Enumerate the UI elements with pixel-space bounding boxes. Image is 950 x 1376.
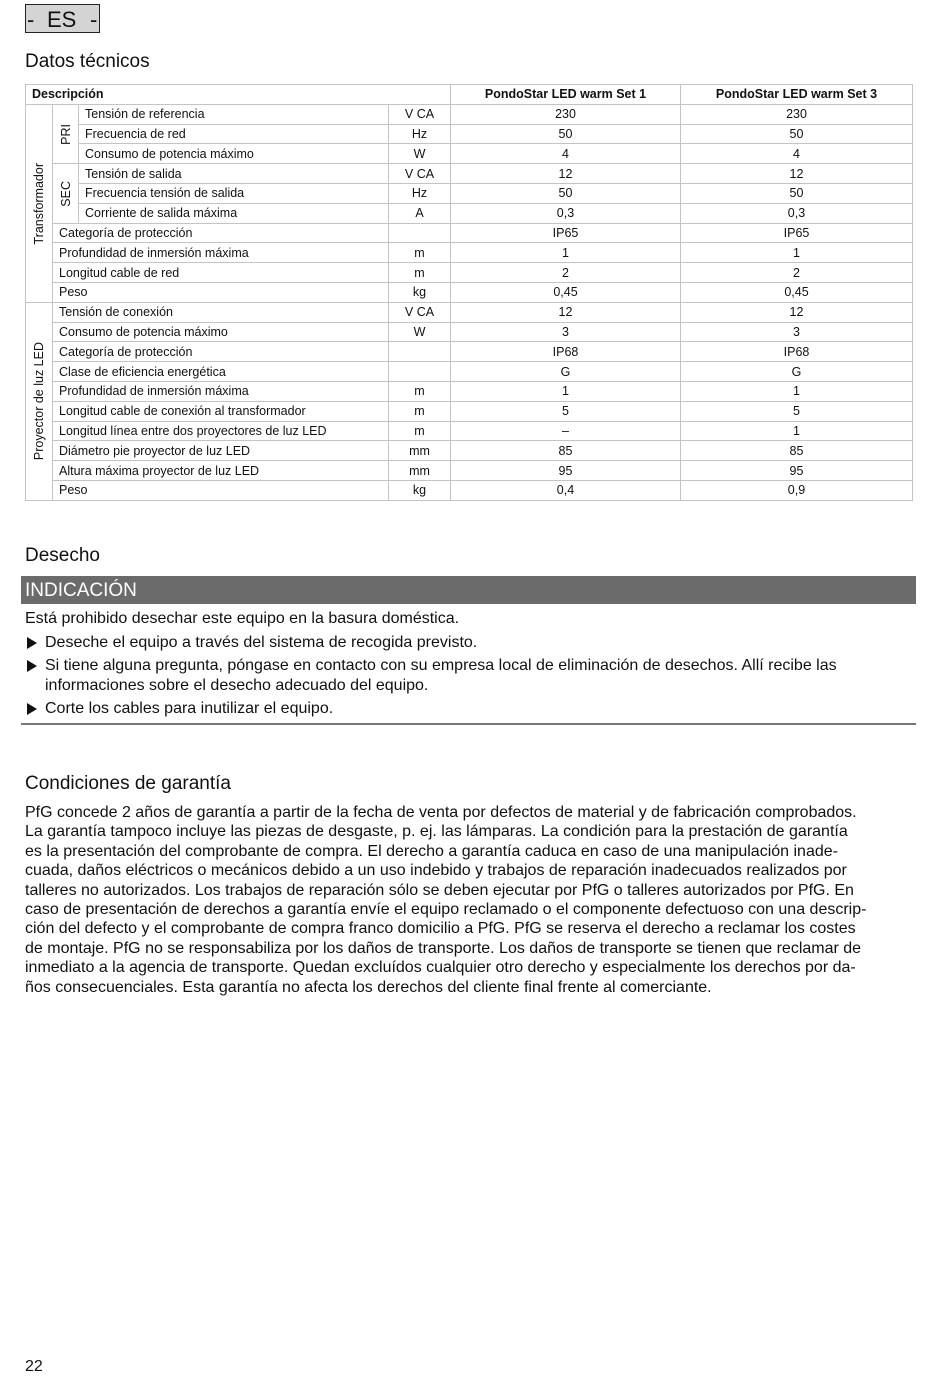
row-unit: m (389, 401, 451, 421)
row-unit: m (389, 263, 451, 283)
row-value-set1: 50 (451, 183, 681, 203)
row-value-set1: 1 (451, 243, 681, 263)
bullet-text: Si tiene alguna pregunta, póngase en contacto con su empresa local de eliminación de desechos. Allí recibe las informaciones sobre el desecho adecuado del equipo. (45, 657, 837, 694)
row-value-set1: G (451, 362, 681, 382)
row-label: Longitud línea entre dos proyectores de luz LED (53, 421, 389, 441)
table-row (26, 322, 913, 342)
bullet-triangle-icon (27, 637, 37, 649)
row-value-set1: 0,45 (451, 282, 681, 302)
row-value-set3: 12 (681, 302, 913, 322)
lang-label: ES (47, 7, 77, 32)
row-label: Corriente de salida máxima (79, 203, 389, 223)
row-value-set3: 50 (681, 124, 913, 144)
table-row (26, 263, 913, 283)
group-transformer-label: Transformador (32, 162, 46, 245)
subgroup-pri (53, 104, 79, 163)
row-value-set3: 1 (681, 243, 913, 263)
warranty-title: Condiciones de garantía (25, 773, 231, 794)
row-value-set1: 230 (451, 104, 681, 124)
row-label: Frecuencia tensión de salida (79, 183, 389, 203)
row-value-set1: 95 (451, 461, 681, 481)
group-transformer (26, 104, 53, 302)
row-unit: A (389, 203, 451, 223)
table-row (26, 104, 913, 124)
row-value-set1: 12 (451, 164, 681, 184)
table-header-row (26, 85, 913, 105)
list-item (27, 656, 895, 695)
row-unit: kg (389, 282, 451, 302)
table-row (26, 381, 913, 401)
table-row (26, 461, 913, 481)
disposal-title: Desecho (25, 545, 100, 566)
table-row (26, 223, 913, 243)
table-row (26, 144, 913, 164)
list-item (27, 633, 895, 653)
row-unit: mm (389, 441, 451, 461)
row-unit: W (389, 322, 451, 342)
page-number: 22 (25, 1358, 43, 1375)
row-value-set3: 4 (681, 144, 913, 164)
row-unit: Hz (389, 183, 451, 203)
bullet-triangle-icon (27, 703, 37, 715)
row-value-set3: G (681, 362, 913, 382)
row-unit: m (389, 381, 451, 401)
row-value-set3: 1 (681, 381, 913, 401)
row-unit: kg (389, 480, 451, 500)
row-label: Peso (53, 282, 389, 302)
row-value-set3: 85 (681, 441, 913, 461)
tech-data-title: Datos técnicos (25, 51, 150, 72)
row-label: Tensión de referencia (79, 104, 389, 124)
table-row (26, 243, 913, 263)
row-value-set3: 50 (681, 183, 913, 203)
row-value-set3: IP68 (681, 342, 913, 362)
row-value-set1: 1 (451, 381, 681, 401)
row-value-set3: 1 (681, 421, 913, 441)
disposal-intro: Está prohibido desechar este equipo en la basura doméstica. (25, 610, 460, 627)
row-label: Categoría de protección (53, 223, 389, 243)
row-value-set3: 0,45 (681, 282, 913, 302)
header-description: Descripción (26, 85, 451, 105)
bullet-text: Corte los cables para inutilizar el equipo. (45, 700, 334, 717)
row-value-set1: – (451, 421, 681, 441)
row-unit: mm (389, 461, 451, 481)
row-value-set1: 0,3 (451, 203, 681, 223)
row-label: Tensión de conexión (53, 302, 389, 322)
row-unit: V CA (389, 302, 451, 322)
row-label: Categoría de protección (53, 342, 389, 362)
table-row (26, 401, 913, 421)
table-row (26, 342, 913, 362)
row-value-set1: IP65 (451, 223, 681, 243)
warranty-line: PfG concede 2 años de garantía a partir de la fecha de venta por defectos de material y de fabricación comprobados. (25, 804, 857, 821)
warranty-line: caso de presentación de derechos a garantía envíe el equipo reclamado o el componente defectuoso con una descrip- (25, 901, 867, 919)
row-value-set3: 230 (681, 104, 913, 124)
subgroup-sec (53, 164, 79, 223)
row-unit: W (389, 144, 451, 164)
row-value-set3: 5 (681, 401, 913, 421)
language-tab (25, 4, 100, 33)
row-value-set1: 3 (451, 322, 681, 342)
table-row (26, 203, 913, 223)
list-item (27, 699, 895, 719)
row-label: Profundidad de inmersión máxima (53, 243, 389, 263)
notice-banner: INDICACIÓN (21, 576, 916, 604)
row-value-set3: 0,3 (681, 203, 913, 223)
row-label: Clase de eficiencia energética (53, 362, 389, 382)
subgroup-sec-label: SEC (58, 180, 73, 207)
row-value-set3: 3 (681, 322, 913, 342)
row-value-set3: IP65 (681, 223, 913, 243)
row-value-set1: 50 (451, 124, 681, 144)
table-row (26, 124, 913, 144)
section-divider (21, 723, 916, 725)
tech-spec-table (25, 84, 913, 501)
row-value-set3: 0,9 (681, 480, 913, 500)
warranty-paragraph (25, 803, 920, 997)
row-value-set1: 85 (451, 441, 681, 461)
warranty-line: es la presentación del comprobante de compra. El derecho a garantía caduca en caso de una manipulación inade- (25, 842, 838, 860)
warranty-line: La garantía tampoco incluye las piezas de desgaste, p. ej. las lámparas. La condición para la prestación de garantía (25, 823, 848, 841)
row-value-set1: 12 (451, 302, 681, 322)
table-row (26, 441, 913, 461)
table-row (26, 480, 913, 500)
row-unit (389, 223, 451, 243)
row-label: Tensión de salida (79, 164, 389, 184)
lang-dash-left: - (27, 7, 35, 32)
row-label: Consumo de potencia máximo (53, 322, 389, 342)
lang-dash-right: - (90, 7, 98, 32)
row-value-set1: 2 (451, 263, 681, 283)
row-unit (389, 342, 451, 362)
header-set1: PondoStar LED warm Set 1 (451, 85, 681, 105)
warranty-line: talleres no autorizados. Los trabajos de reparación sólo se deben ejecutar por PfG o talleres autorizados por PfG. En (25, 881, 854, 899)
row-value-set1: 5 (451, 401, 681, 421)
warranty-line: inmediato a la agencia de transporte. Quedan excluídos cualquier otro derecho y especialmente los derechos por da- (25, 959, 856, 977)
table-row (26, 362, 913, 382)
group-projector-label: Proyector de luz LED (32, 342, 46, 461)
row-label: Frecuencia de red (79, 124, 389, 144)
row-unit: V CA (389, 104, 451, 124)
table-row (26, 164, 913, 184)
header-set3: PondoStar LED warm Set 3 (681, 85, 913, 105)
row-label: Consumo de potencia máximo (79, 144, 389, 164)
table-row (26, 302, 913, 322)
row-unit: m (389, 421, 451, 441)
row-label: Longitud cable de conexión al transformador (53, 401, 389, 421)
table-row (26, 421, 913, 441)
row-label: Longitud cable de red (53, 263, 389, 283)
group-projector (26, 302, 53, 500)
row-value-set3: 95 (681, 461, 913, 481)
row-value-set3: 2 (681, 263, 913, 283)
table-row (26, 282, 913, 302)
warranty-line: ños consecuenciales. Esta garantía no afecta los derechos del cliente final frente al comerciante. (25, 978, 712, 996)
warranty-line: ción del defecto y el comprobante de compra franco domicilio a PfG. PfG se reserva el derecho a reclamar los costes (25, 920, 856, 938)
warranty-line: cuada, daños eléctricos o mecánicos debido a un uso indebido y trabajos de reparación inadecuados realizados por (25, 862, 847, 880)
row-label: Diámetro pie proyector de luz LED (53, 441, 389, 461)
warranty-line: de montaje. PfG no se responsabiliza por los daños de transporte. Los daños de transporte se tienen que reclamar de (25, 939, 862, 957)
row-label: Altura máxima proyector de luz LED (53, 461, 389, 481)
row-label: Peso (53, 480, 389, 500)
subgroup-pri-label: PRI (58, 123, 73, 145)
table-row (26, 183, 913, 203)
bullet-text: Deseche el equipo a través del sistema de recogida previsto. (45, 634, 478, 651)
row-label: Profundidad de inmersión máxima (53, 381, 389, 401)
bullet-triangle-icon (27, 660, 37, 672)
row-unit (389, 362, 451, 382)
row-value-set3: 12 (681, 164, 913, 184)
row-value-set1: IP68 (451, 342, 681, 362)
row-value-set1: 4 (451, 144, 681, 164)
row-value-set1: 0,4 (451, 480, 681, 500)
row-unit: V CA (389, 164, 451, 184)
row-unit: m (389, 243, 451, 263)
row-unit: Hz (389, 124, 451, 144)
